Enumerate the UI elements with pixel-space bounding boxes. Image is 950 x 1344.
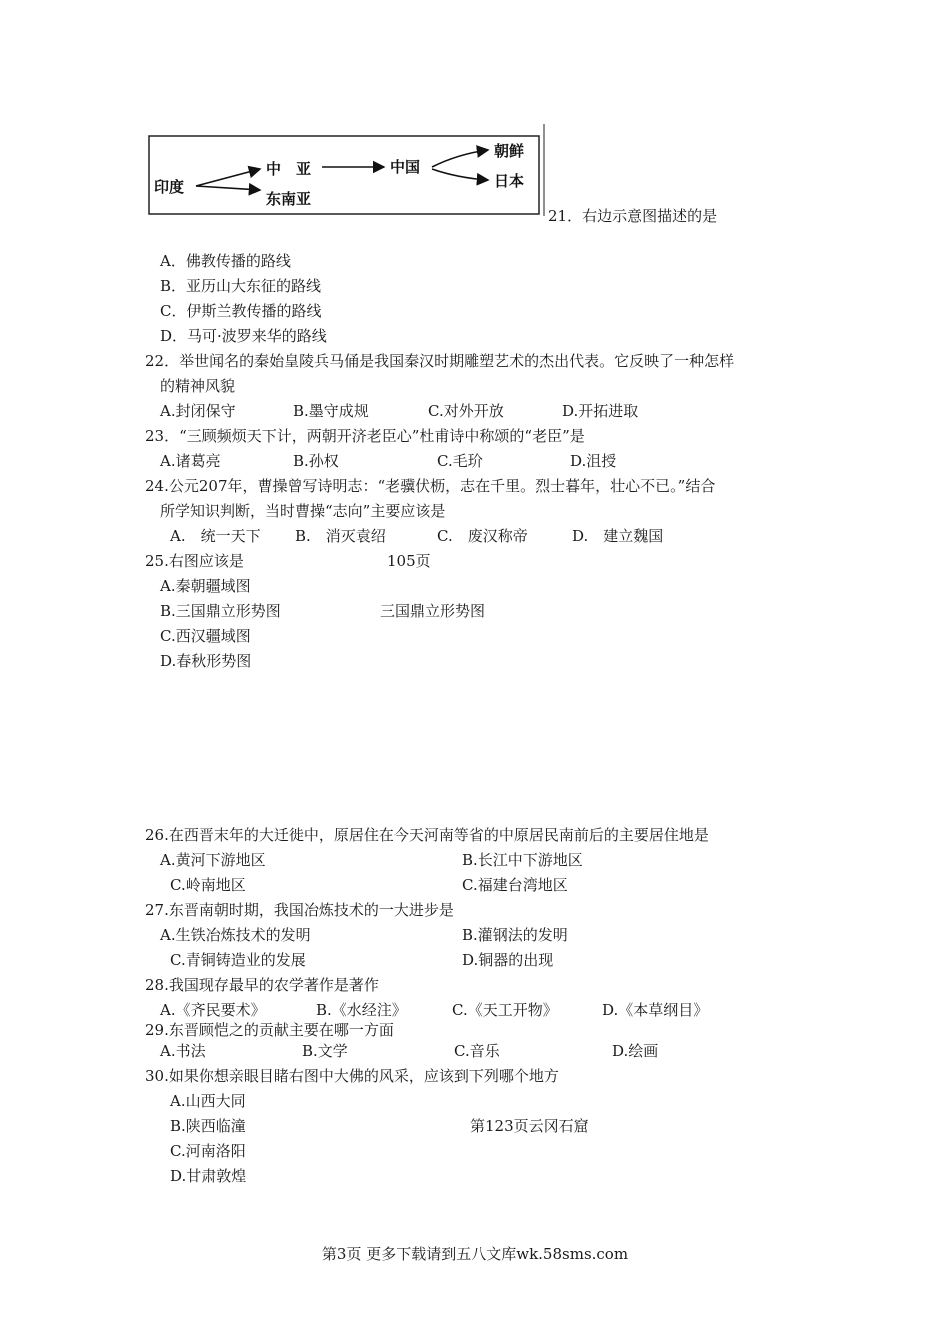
q21-option-a: A．佛教传播的路线 (160, 252, 291, 270)
q24-option-b: B. 消灭袁绍 (295, 527, 386, 545)
q22-option-b: B.墨守成规 (293, 402, 369, 420)
node-india: 印度 (154, 178, 185, 196)
q26-option-d: C.福建台湾地区 (462, 876, 568, 894)
q26-stem: 26.在西晋末年的大迁徙中，原居住在今天河南等省的中原居民南前后的主要居住地是 (145, 826, 709, 844)
q25-page-note: 105页 (387, 552, 431, 570)
q21-stem: 21．右边示意图描述的是 (548, 207, 718, 225)
q23-option-c: C.毛玠 (437, 452, 483, 470)
q29-option-d: D.绘画 (612, 1042, 659, 1060)
q24-option-d: D. 建立魏国 (572, 527, 664, 545)
q29-option-c: C.音乐 (454, 1042, 500, 1060)
q25-option-b: B.三国鼎立形势图 (160, 602, 281, 620)
q22-stem-line1: 22．举世闻名的秦始皇陵兵马俑是我国秦汉时期雕塑艺术的杰出代表。它反映了一种怎样 (145, 352, 735, 370)
q25-stem: 25.右图应该是 (145, 552, 244, 570)
q26-option-b: B.长江中下游地区 (462, 851, 583, 869)
spread-route-diagram (148, 124, 546, 216)
q27-option-c: C.青铜铸造业的发展 (170, 951, 306, 969)
node-japan: 日本 (494, 172, 525, 190)
q30-stem: 30.如果你想亲眼目睹右图中大佛的风采，应该到下列哪个地方 (145, 1067, 559, 1085)
q25-option-a: A.秦朝疆域图 (160, 577, 251, 595)
q30-option-b: B.陕西临潼 (170, 1117, 246, 1135)
q21-option-d: D．马可·波罗来华的路线 (160, 327, 327, 345)
q28-option-a: A.《齐民要术》 (160, 1001, 266, 1019)
q30-option-a: A.山西大同 (170, 1092, 246, 1110)
q30-note: 第123页云冈石窟 (470, 1117, 589, 1135)
q24-stem-line2: 所学知识判断，当时曹操“志向”主要应该是 (160, 502, 446, 520)
page-footer: 第3页 更多下载请到五八文库wk.58sms.com (321, 1245, 629, 1263)
q30-option-d: D.甘肃敦煌 (170, 1167, 247, 1185)
q29-option-a: A.书法 (160, 1042, 206, 1060)
q22-option-d: D.开拓进取 (562, 402, 639, 420)
q25-caption: 三国鼎立形势图 (380, 602, 486, 620)
q28-option-d: D.《本草纲目》 (602, 1001, 709, 1019)
arrow-india-central-asia (196, 169, 260, 186)
q26-option-a: A.黄河下游地区 (160, 851, 266, 869)
node-southeast-asia: 东南亚 (266, 190, 312, 208)
q23-option-a: A.诸葛亮 (160, 452, 221, 470)
q23-stem: 23．“三顾频烦天下计，两朝开济老臣心”杜甫诗中称颂的“老臣”是 (145, 427, 585, 445)
arrow-india-southeast-asia (196, 186, 260, 190)
diagram-frame (148, 124, 546, 216)
q21-option-c: C．伊斯兰教传播的路线 (160, 302, 322, 320)
q23-option-d: D.沮授 (570, 452, 617, 470)
q26-option-c: C.岭南地区 (170, 876, 246, 894)
q23-option-b: B.孙权 (293, 452, 339, 470)
arrow-china-japan (432, 169, 488, 180)
q21-option-b: B．亚历山大东征的路线 (160, 277, 322, 295)
q24-stem-line1: 24.公元207年，曹操曾写诗明志：“老骥伏枥，志在千里。烈士暮年，壮心不已。”结合 (145, 477, 716, 495)
q22-option-a: A.封闭保守 (160, 402, 236, 420)
node-china: 中国 (390, 158, 421, 176)
q29-stem: 29.东晋顾恺之的贡献主要在哪一方面 (145, 1021, 394, 1039)
q27-option-b: B.灌钢法的发明 (462, 926, 568, 944)
node-central-asia: 中 亚 (266, 160, 312, 178)
node-korea: 朝鲜 (494, 142, 525, 160)
q27-option-d: D.铜器的出现 (462, 951, 554, 969)
arrow-china-korea (432, 150, 488, 167)
q28-option-c: C.《天工开物》 (452, 1001, 558, 1019)
q25-option-d: D.春秋形势图 (160, 652, 252, 670)
q28-option-b: B.《水经注》 (316, 1001, 407, 1019)
q29-option-b: B.文学 (302, 1042, 348, 1060)
q24-option-c: C. 废汉称帝 (437, 527, 528, 545)
q22-stem-line2: 的精神风貌 (160, 377, 236, 395)
q28-stem: 28.我国现存最早的农学著作是著作 (145, 976, 379, 994)
q25-option-c: C.西汉疆域图 (160, 627, 251, 645)
q22-option-c: C.对外开放 (428, 402, 504, 420)
q27-option-a: A.生铁冶炼技术的发明 (160, 926, 311, 944)
q30-option-c: C.河南洛阳 (170, 1142, 246, 1160)
q27-stem: 27.东晋南朝时期，我国冶炼技术的一大进步是 (145, 901, 454, 919)
q24-option-a: A. 统一天下 (170, 527, 261, 545)
